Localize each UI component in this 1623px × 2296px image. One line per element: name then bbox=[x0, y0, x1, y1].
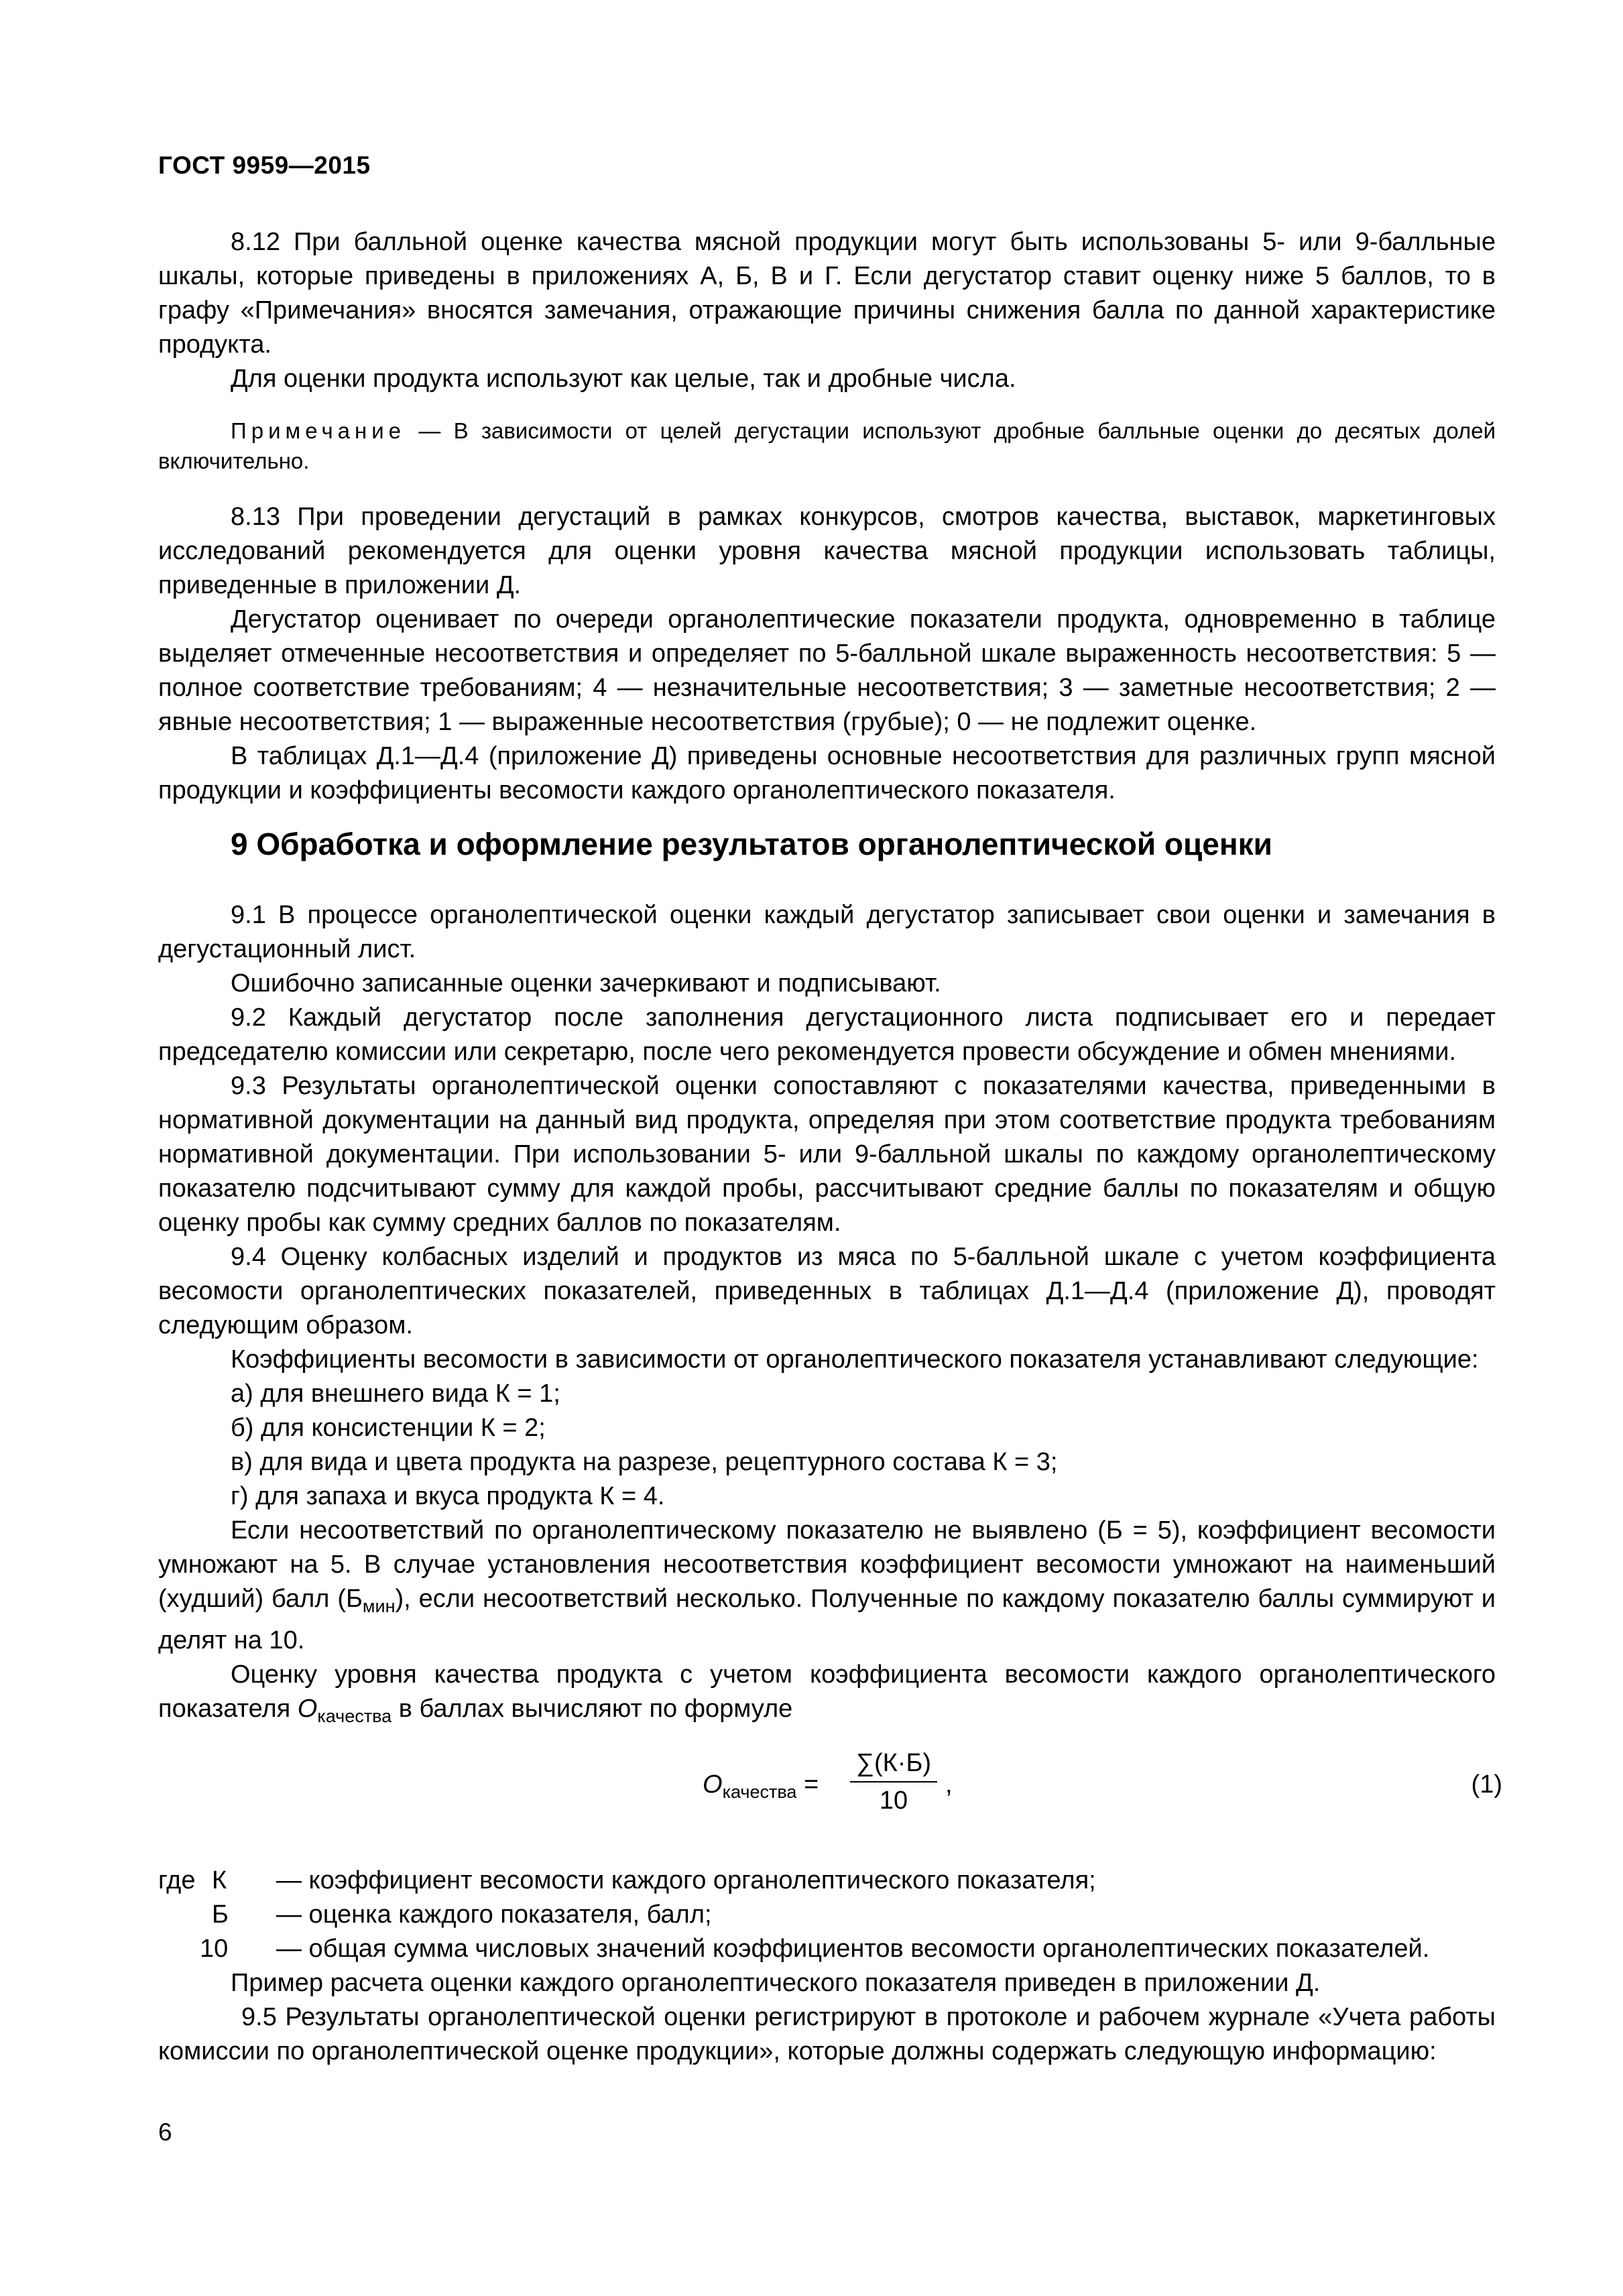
formula-1 bbox=[0, 1746, 1623, 1820]
list-item: а) для внешнего вида К = 1; bbox=[231, 1380, 560, 1408]
clause-8-12 bbox=[158, 225, 1496, 396]
text-run: ), если несоответствий несколько. Полученные по каждому показателю баллы суммируют и делят на 10. bbox=[158, 1585, 1496, 1654]
note-label: Примечание bbox=[231, 418, 406, 443]
variable: О bbox=[297, 1695, 318, 1723]
page-number: 6 bbox=[158, 2118, 172, 2146]
paragraph bbox=[158, 1514, 1496, 1658]
definition-text: — оценка каждого показателя, балл; bbox=[276, 1900, 712, 1929]
equals-sign: = bbox=[803, 1770, 819, 1799]
clause-8-13 bbox=[158, 500, 1496, 808]
definition-symbol: Б bbox=[212, 1900, 229, 1929]
paragraph bbox=[158, 1658, 1496, 1734]
clauses-9-1-to-9-4 bbox=[158, 898, 1496, 1734]
formula-fraction bbox=[850, 1746, 937, 1817]
definition-text: — общая сумма числовых значений коэффициентов весомости органолептических показателей. bbox=[276, 1935, 1430, 1963]
paragraph: В таблицах Д.1—Д.4 (приложение Д) приведены основные несоответствия для различных групп мясной продукции и коэффициенты весомости каждого органолептического показателя. bbox=[158, 742, 1496, 804]
subscript: качества bbox=[317, 1706, 392, 1726]
fraction-bar bbox=[850, 1781, 937, 1783]
list-item: г) для запаха и вкуса продукта К = 4. bbox=[231, 1482, 665, 1510]
subscript: мин bbox=[362, 1596, 396, 1616]
paragraph: Для оценки продукта используют как целые, так и дробные числа. bbox=[231, 365, 1016, 393]
text-run: Оценку уровня качества продукта с учетом коэффициента весомости каждого органолептического показателя bbox=[158, 1660, 1496, 1723]
note-dash: — bbox=[418, 418, 441, 443]
section-title: 9 Обработка и оформление результатов органолептической оценки bbox=[231, 827, 1272, 861]
denominator: 10 bbox=[879, 1787, 908, 1815]
formula-comma: , bbox=[945, 1770, 953, 1799]
definition-row bbox=[158, 1932, 1496, 1966]
text-run: Если несоответствий по органолептическому показателю не выявлено (Б = 5), коэффициент весомости умножают на 5. В случае установления несоответствия коэффициент весомости умножают на наименьший (худший) балл (Б bbox=[158, 1516, 1496, 1613]
paragraph: 9.4 Оценку колбасных изделий и продуктов из мяса по 5-балльной шкале с учетом коэффициента весомости органолептических показателей, приведенных в таблицах Д.1—Д.4 (приложение Д), проводят следующим образом. bbox=[158, 1243, 1496, 1339]
definition-symbol: 10 bbox=[200, 1935, 229, 1963]
paragraph: Ошибочно записанные оценки зачеркивают и подписывают. bbox=[231, 969, 941, 998]
formula-definitions bbox=[158, 1864, 1496, 2069]
definition-row bbox=[158, 1898, 1496, 1932]
paragraph: 9.1 В процессе органолептической оценки каждый дегустатор записывает свои оценки и замечания в дегустационный лист. bbox=[158, 901, 1496, 963]
paragraph: Пример расчета оценки каждого органолептического показателя приведен в приложении Д. bbox=[231, 1969, 1321, 1997]
paragraph: Коэффициенты весомости в зависимости от органолептического показателя устанавливают следующие: bbox=[231, 1345, 1479, 1374]
text-run: в баллах вычисляют по формуле bbox=[392, 1695, 793, 1723]
list-item: б) для консистенции К = 2; bbox=[231, 1414, 546, 1442]
list-item: в) для вида и цвета продукта на разрезе, рецептурного состава К = 3; bbox=[231, 1448, 1058, 1476]
definition-row bbox=[158, 1864, 1496, 1898]
paragraph: 8.13 При проведении дегустаций в рамках конкурсов, смотров качества, выставок, маркетинговых исследований рекомендуется для оценки уровня качества мясной продукции использовать таблицы, приведенные в приложении Д. bbox=[158, 503, 1496, 599]
paragraph: 9.5 Результаты органолептической оценки регистрируют в протоколе и рабочем журнале «Учета работы комиссии по органолептической оценке продукции», которые должны содержать следующую информацию: bbox=[158, 2003, 1496, 2065]
formula-lhs bbox=[703, 1770, 819, 1803]
document-header: ГОСТ 9959—2015 bbox=[158, 152, 371, 179]
definition-text: — коэффициент весомости каждого органолептического показателя; bbox=[276, 1866, 1096, 1894]
subscript: качества bbox=[722, 1782, 797, 1802]
formula-number: (1) bbox=[1471, 1770, 1502, 1799]
note-paragraph bbox=[158, 416, 1496, 476]
paragraph: 8.12 При балльной оценке качества мясной продукции могут быть использованы 5- или 9-балльные шкалы, которые приведены в приложениях А, Б, В и Г. Если дегустатор ставит оценку ниже 5 баллов, то в графу «Примечания» вносятся замечания, отражающие причины снижения балла по данной характеристике продукта. bbox=[158, 228, 1496, 359]
note-text: В зависимости от целей дегустации используют дробные балльные оценки до десятых долей включительно. bbox=[158, 418, 1496, 473]
paragraph: 9.3 Результаты органолептической оценки сопоставляют с показателями качества, приведенными в нормативной документации на данный вид продукта, определяя при этом соответствие продукта требованиям нормативной документации. При использовании 5- или 9-балльной шкалы по каждому органолептическому показателю подсчитывают сумму для каждой пробы, рассчитывают средние баллы по показателям и общую оценку пробы как сумму средних баллов по показателям. bbox=[158, 1072, 1496, 1237]
variable: О bbox=[703, 1770, 723, 1799]
definition-symbol: К bbox=[212, 1866, 227, 1894]
coefficient-list bbox=[158, 1377, 1496, 1514]
numerator: ∑(К·Б) bbox=[855, 1749, 932, 1777]
definition-lead: где bbox=[158, 1866, 196, 1894]
paragraph: 9.2 Каждый дегустатор после заполнения дегустационного листа подписывает его и передает председателю комиссии или секретарю, после чего рекомендуется провести обсуждение и обмен мнениями. bbox=[158, 1004, 1496, 1066]
note-block bbox=[158, 416, 1496, 476]
paragraph: Дегустатор оценивает по очереди органолептические показатели продукта, одновременно в таблице выделяет отмеченные несоответствия и определяет по 5-балльной шкале выраженность несоответствия: 5 — полное соответствие требованиям; 4 — незначительные несоответствия; 3 — заметные несоответствия; 2 — явные несоответствия; 1 — выраженные несоответствия (грубые); 0 — не подлежит оценке. bbox=[158, 605, 1496, 736]
